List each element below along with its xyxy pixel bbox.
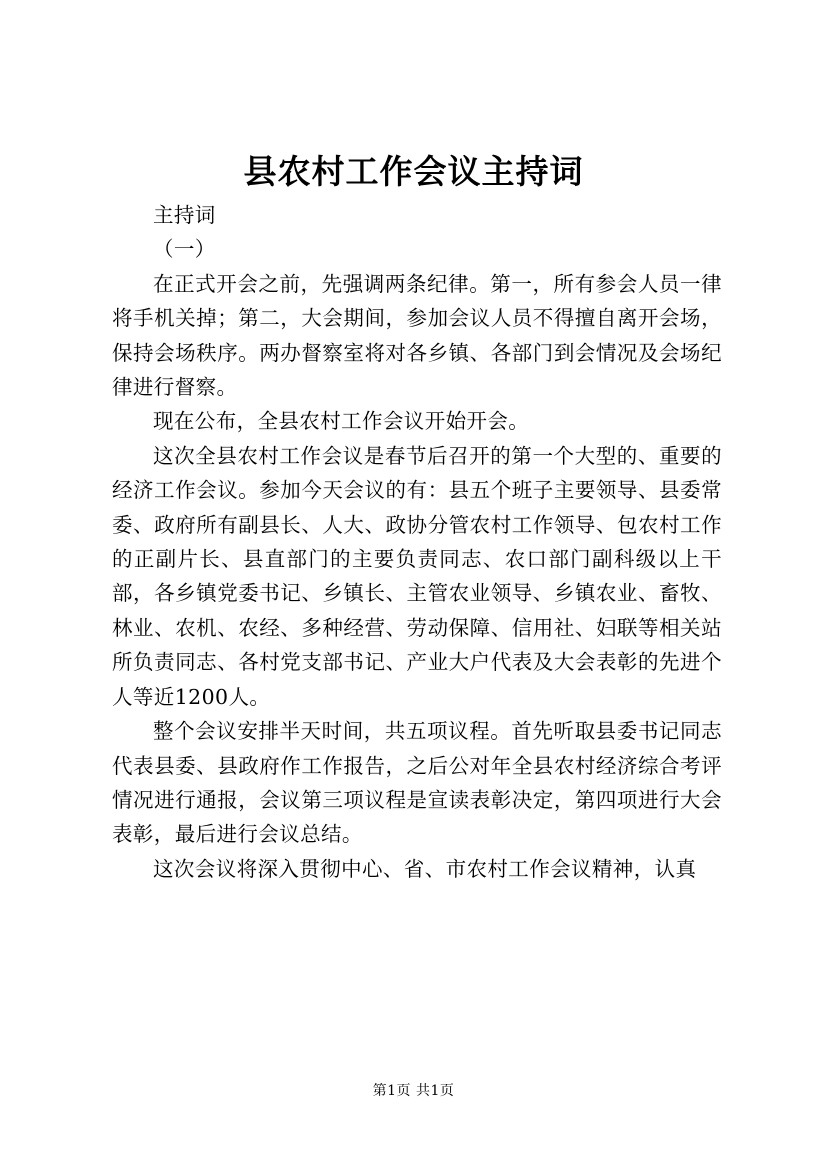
paragraph-heading: 主持词 xyxy=(153,203,216,227)
document-title: 县农村工作会议主持词 xyxy=(243,152,584,191)
page-footer: 第1页 共1页 xyxy=(372,1083,455,1099)
paragraph-attendees: 这次全县农村工作会议是春节后召开的第一个大型的、重要的经济工作会议。参加今天会议的有：县五个班子主要领导、县委常委、政府所有副县长、人大、政协分管农村工作领导、包农村工作的正副片长、县直部门的主要负责同志、农口部门副科级以上干部，各乡镇党委书记、乡镇长、主管农业领导、乡镇农业、畜牧、林业、农机、农经、多种经营、劳动保障、信用社、妇联等相关站所负责同志、各村党支部书记、产业大户代表及大会表彰的先进个人等近1200人。 xyxy=(112,443,722,709)
paragraph-discipline: 在正式开会之前，先强调两条纪律。第一，所有参会人员一律将手机关掉；第二，大会期间，参加会议人员不得擅自离开会场，保持会场秩序。两办督察室将对各乡镇、各部门到会情况及会场纪律进行督察。 xyxy=(112,271,722,400)
paragraph-agenda: 整个会议安排半天时间，共五项议程。首先听取县委书记同志代表县委、县政府作工作报告，之后公对年全县农村经济综合考评情况进行通报，会议第三项议程是宣读表彰决定，第四项进行大会表彰，最后进行会议总结。 xyxy=(112,719,722,847)
paragraph-announcement: 现在公布，全县农村工作会议开始开会。 xyxy=(153,409,530,434)
paragraph-spirit: 这次会议将深入贯彻中心、省、市农村工作会议精神，认真 xyxy=(153,856,697,881)
paragraph-section-number: （一） xyxy=(153,237,216,262)
document-body xyxy=(112,198,722,886)
